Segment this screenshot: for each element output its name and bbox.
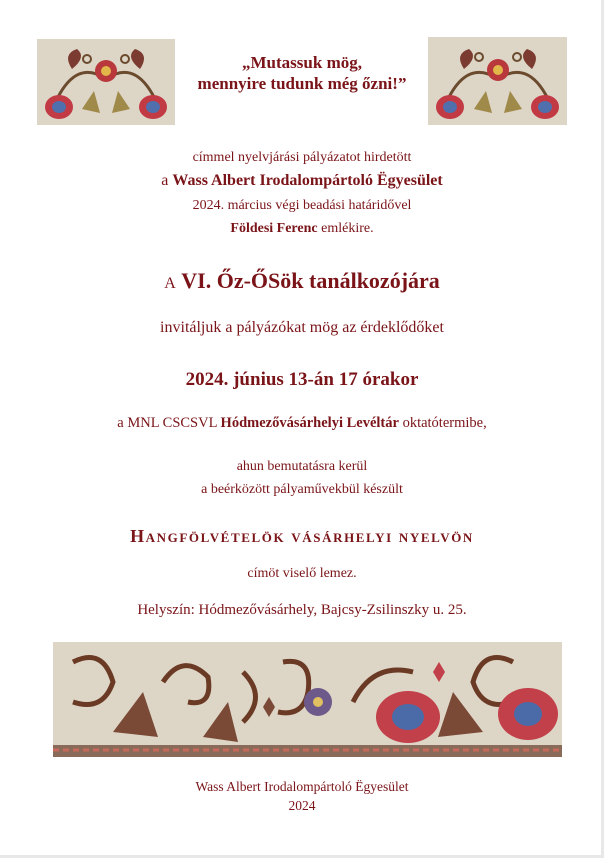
- venue-line: [0, 415, 604, 432]
- footer-year: 2024: [288, 798, 316, 813]
- disc-caption: címöt viselő lemez.: [247, 566, 357, 581]
- event-date: 2024. június 13-án 17 órakor: [185, 369, 419, 390]
- presentation-line-2: a beérközött pályaművekbül készült: [201, 482, 403, 497]
- memorial-suffix: emlékire.: [321, 221, 374, 236]
- footer-organization: Wass Albert Irodalompártoló Ëgyesület: [195, 779, 409, 794]
- motto-line-2: mennyire tudunk még őzni!”: [197, 74, 407, 93]
- record-title: Hangfölvételök vásárhelyi nyelvön: [130, 526, 474, 546]
- invitation-text: invitáljuk a pályázókat mög az érdeklődőket: [160, 319, 444, 336]
- meeting-title: VI. Őz-ŐSök tanálkozójára: [181, 268, 440, 293]
- organization-name: Wass Albert Irodalompártoló Ëgyesület: [172, 172, 443, 189]
- meeting-prefix: A: [164, 275, 176, 292]
- venue-name: Hódmezővásárhelyi Levéltár: [220, 415, 399, 431]
- announcement-line-3: 2024. március végi beadási határidővel: [192, 198, 412, 213]
- announcement-line-2: [0, 172, 604, 190]
- announcement-line-1: címmel nyelvjárási pályázatot hirdetött: [192, 150, 412, 165]
- announcement-line-4: [0, 220, 604, 238]
- venue-suffix: oktatótermibe,: [402, 415, 487, 431]
- location-line: Helyszín: Hódmezővásárhely, Bajcsy-Zsilinszky u. 25.: [137, 602, 467, 618]
- memorial-name: Földesi Ferenc: [230, 221, 318, 236]
- venue-prefix: a MNL CSCSVL: [117, 415, 217, 431]
- presentation-line-1: ahun bemutatásra kerül: [236, 459, 368, 474]
- embroidery-band: [53, 642, 562, 757]
- motto-line-1: „Mutassuk mög,: [242, 53, 362, 72]
- meeting-heading: [0, 268, 604, 297]
- announcement-prefix: a: [161, 172, 169, 189]
